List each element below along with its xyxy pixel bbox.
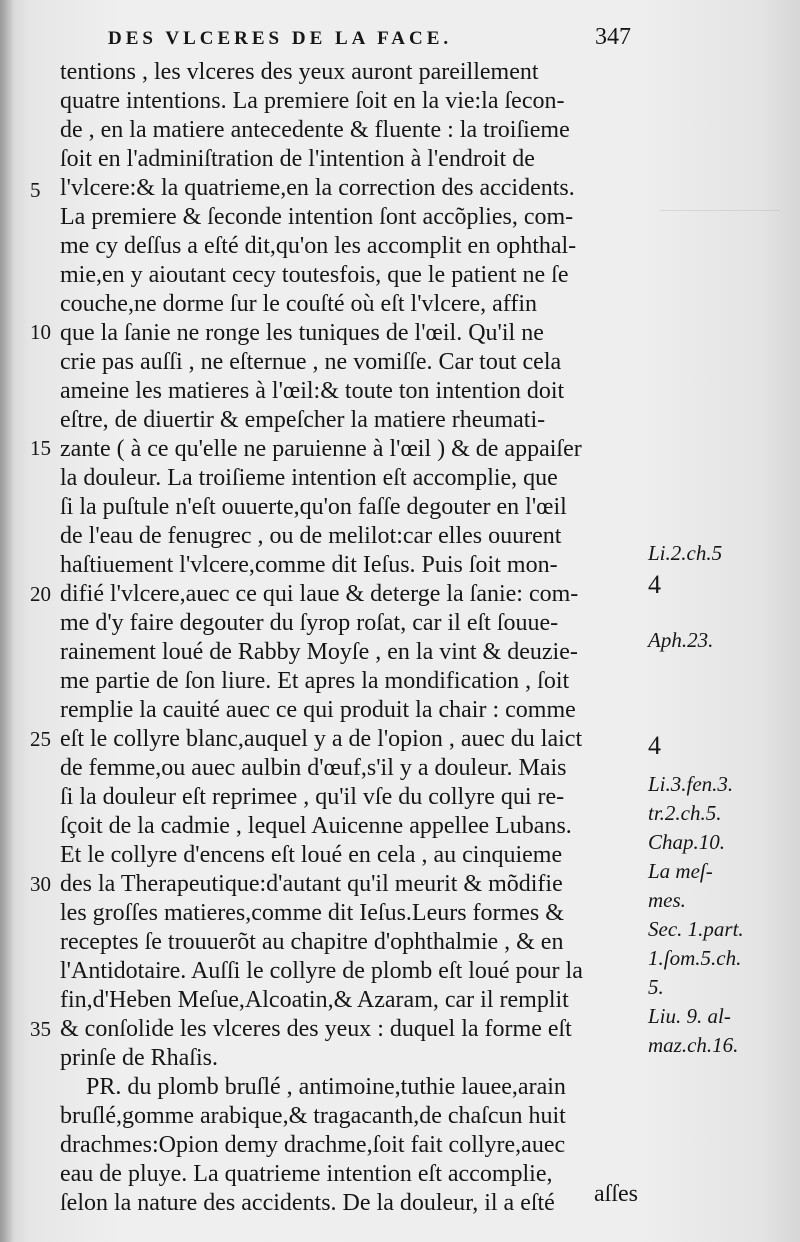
text-line: l'vlcere:& la quatrieme,en la correction des accidents.: [60, 175, 575, 201]
line-number: 20: [30, 582, 51, 606]
text-line: ſelon la nature des accidents. De la douleur, il a eſté: [60, 1190, 555, 1216]
marginal-note: mes.: [648, 888, 686, 912]
text-line: drachmes:Opion demy drachme,ſoit fait collyre,auec: [60, 1132, 566, 1158]
text-line: mie,en y aioutant cecy toutesfois, que le patient ne ſe: [60, 262, 569, 288]
text-line: ſi la puſtule n'eſt ouuerte,qu'on faſſe degouter en l'œil: [60, 494, 567, 520]
text-line: me d'y faire degouter du ſyrop roſat, car il eſt ſouue-: [60, 610, 559, 636]
text-line: ſoit en l'adminiſtration de l'intention à l'endroit de: [60, 146, 535, 172]
page-header: [100, 22, 660, 52]
text-line: eſt le collyre blanc,auquel y a de l'opion , auec du laict: [60, 726, 583, 752]
text-line: & conſolide les vlceres des yeux : duquel la forme eſt: [60, 1016, 572, 1042]
text-line: ſçoit de la cadmie , lequel Auicenne appellee Lubans.: [60, 813, 572, 839]
text-line: l'Antidotaire. Auſſi le collyre de plomb eſt loué pour la: [60, 958, 583, 984]
marginal-note: 1.ſom.5.ch.: [648, 946, 742, 970]
text-line: zante ( à ce qu'elle ne paruienne à l'œil ) & de appaiſer: [60, 436, 582, 462]
text-line: bruſlé,gomme arabique,& tragacanth,de chaſcun huit: [60, 1103, 566, 1129]
line-number: 25: [30, 727, 51, 751]
text-line: remplie la cauité auec ce qui produit la chair : comme: [60, 697, 576, 723]
marginal-note: maz.ch.16.: [648, 1033, 739, 1057]
text-line: me partie de ſon liure. Et apres la mondification , ſoit: [60, 668, 570, 694]
show-through-bleed: [660, 210, 780, 291]
page-number: 347: [595, 24, 631, 50]
text-line: haſtiuement l'vlcere,comme dit Ieſus. Puis ſoit mon-: [60, 552, 558, 578]
marginal-note: Chap.10.: [648, 830, 726, 854]
text-line: difié l'vlcere,auec ce qui laue & deterge la ſanie: com-: [60, 581, 579, 607]
text-line: Et le collyre d'encens eſt loué en cela , au cinquieme: [60, 842, 563, 868]
text-line: crie pas auſſi , ne eſternue , ne vomiſſe. Car tout cela: [60, 349, 562, 375]
line-number: 15: [30, 436, 51, 460]
marginal-note: tr.2.ch.5.: [648, 801, 722, 825]
text-line: eau de pluye. La quatrieme intention eſt accomplie,: [60, 1161, 553, 1187]
text-line: tentions , les vlceres des yeux auront pareillement: [60, 59, 539, 85]
marginal-note: 4: [648, 731, 661, 760]
text-line: les groſſes matieres,comme dit Ieſus.Leurs formes &: [60, 900, 564, 926]
marginal-note: 5.: [648, 975, 664, 999]
text-line: prinſe de Rhaſis.: [60, 1045, 218, 1071]
catchword: aſſes: [594, 1181, 638, 1207]
text-line: PR. du plomb bruſlé , antimoine,tuthie lauee,arain: [86, 1074, 566, 1100]
marginal-note: Li.3.fen.3.: [648, 772, 734, 796]
text-line: me cy deſſus a eſté dit,qu'on les accomplit en ophthal-: [60, 233, 577, 259]
marginal-note: Li.2.ch.5: [648, 541, 723, 565]
marginal-note: Aph.23.: [648, 628, 714, 652]
text-line: la douleur. La troiſieme intention eſt accomplie, que: [60, 465, 558, 491]
line-number: 30: [30, 872, 51, 896]
line-number: 10: [30, 320, 51, 344]
line-number: 35: [30, 1017, 51, 1041]
text-line: que la ſanie ne ronge les tuniques de l'œil. Qu'il ne: [60, 320, 544, 346]
text-line: couche,ne dorme ſur le couſté où eſt l'vlcere, affin: [60, 291, 538, 317]
text-line: de femme,ou auec aulbin d'œuf,s'il y a douleur. Mais: [60, 755, 567, 781]
text-line: eſtre, de diuertir & empeſcher la matiere rheumati-: [60, 407, 546, 433]
text-line: La premiere & ſeconde intention ſont accõplies, com-: [60, 204, 574, 230]
line-number: 5: [30, 178, 41, 202]
text-line: receptes ſe trouuerõt au chapitre d'ophthalmie , & en: [60, 929, 564, 955]
text-line: ameine les matieres à l'œil:& toute ton intention doit: [60, 378, 565, 404]
text-line: de , en la matiere antecedente & fluente : la troiſieme: [60, 117, 570, 143]
running-head: DES VLCERES DE LA FACE.: [108, 28, 453, 49]
gutter-shadow: [0, 0, 14, 1242]
marginal-note: Liu. 9. al-: [648, 1004, 731, 1028]
text-line: des la Therapeutique:d'autant qu'il meurit & mõdifie: [60, 871, 563, 897]
text-line: rainement loué de Rabby Moyſe , en la vint & deuzie-: [60, 639, 578, 665]
marginal-note: La meſ-: [648, 859, 713, 883]
marginal-note: 4: [648, 570, 661, 599]
text-line: quatre intentions. La premiere ſoit en la vie:la ſecon-: [60, 88, 565, 114]
text-line: ſi la douleur eſt reprimee , qu'il vſe du collyre qui re-: [60, 784, 565, 810]
text-line: de l'eau de fenugrec , ou de melilot:car elles ouurent: [60, 523, 562, 549]
marginal-note: Sec. 1.part.: [648, 917, 744, 941]
text-line: fin,d'Heben Meſue,Alcoatin,& Azaram, car il remplit: [60, 987, 569, 1013]
